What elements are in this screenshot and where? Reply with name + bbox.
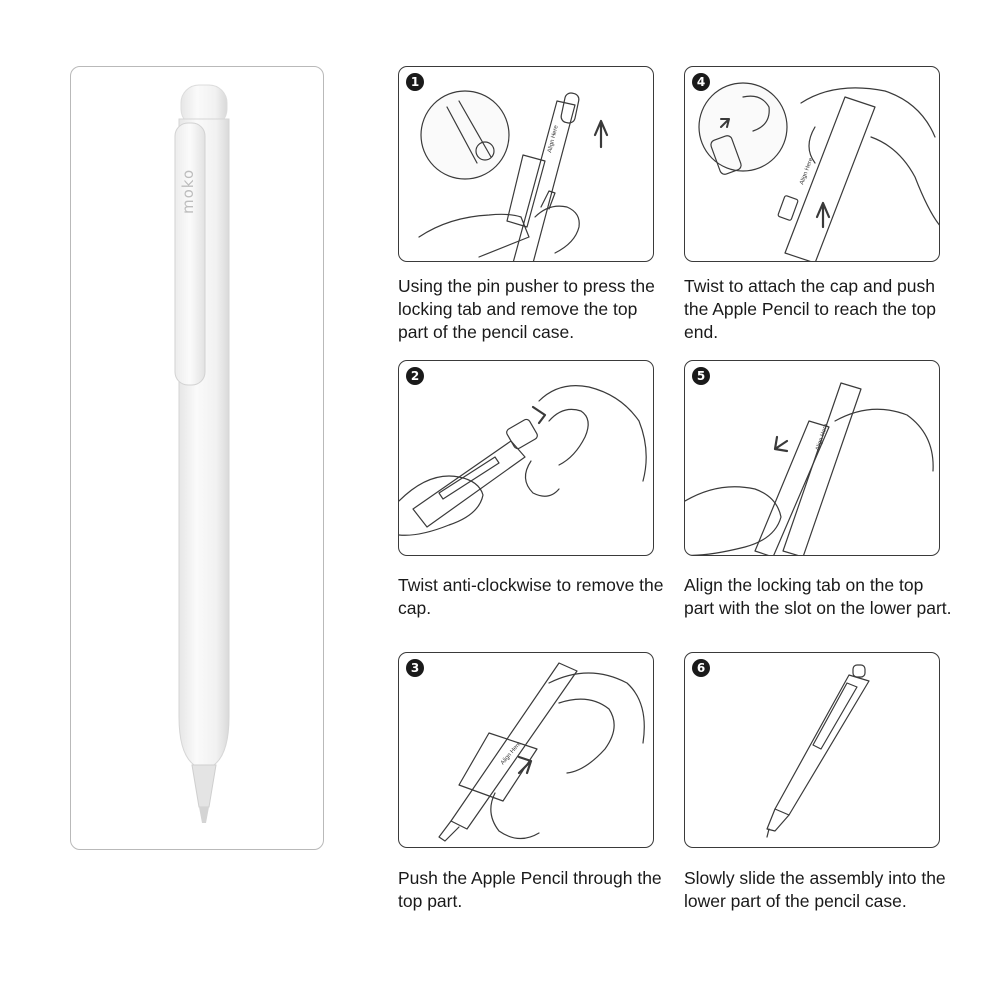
step-4-illustration <box>684 66 940 262</box>
pencil-label: Align Here <box>815 423 830 452</box>
step-number-badge: 1 <box>406 73 424 91</box>
step-number-badge: 4 <box>692 73 710 91</box>
step-1-caption: Using the pin pusher to press the locking tab and remove the top part of the pencil case. <box>398 276 655 342</box>
step-5-caption: Align the locking tab on the top part with the slot on the lower part. <box>684 575 952 618</box>
step-5-illustration <box>684 360 940 556</box>
step-1-illustration <box>398 66 654 262</box>
step-3-caption: Push the Apple Pencil through the top part. <box>398 868 662 911</box>
step-number-badge: 5 <box>692 367 710 385</box>
pencil-label: Align Here <box>499 740 523 767</box>
step-6-illustration <box>684 652 940 848</box>
product-image-panel <box>70 66 324 850</box>
step-number-badge: 3 <box>406 659 424 677</box>
step-2-illustration <box>398 360 654 556</box>
brand-logo: moko <box>179 168 197 214</box>
step-number-badge: 6 <box>692 659 710 677</box>
pencil-label: Align Here <box>547 124 560 154</box>
step-4-caption: Twist to attach the cap and push the Apple Pencil to reach the top end. <box>684 276 936 342</box>
step-2-caption: Twist anti-clockwise to remove the cap. <box>398 575 664 618</box>
step-number-badge: 2 <box>406 367 424 385</box>
pencil-label: Align Here <box>799 157 815 186</box>
step-3-illustration <box>398 652 654 848</box>
step-6-caption: Slowly slide the assembly into the lower part of the pencil case. <box>684 868 946 911</box>
